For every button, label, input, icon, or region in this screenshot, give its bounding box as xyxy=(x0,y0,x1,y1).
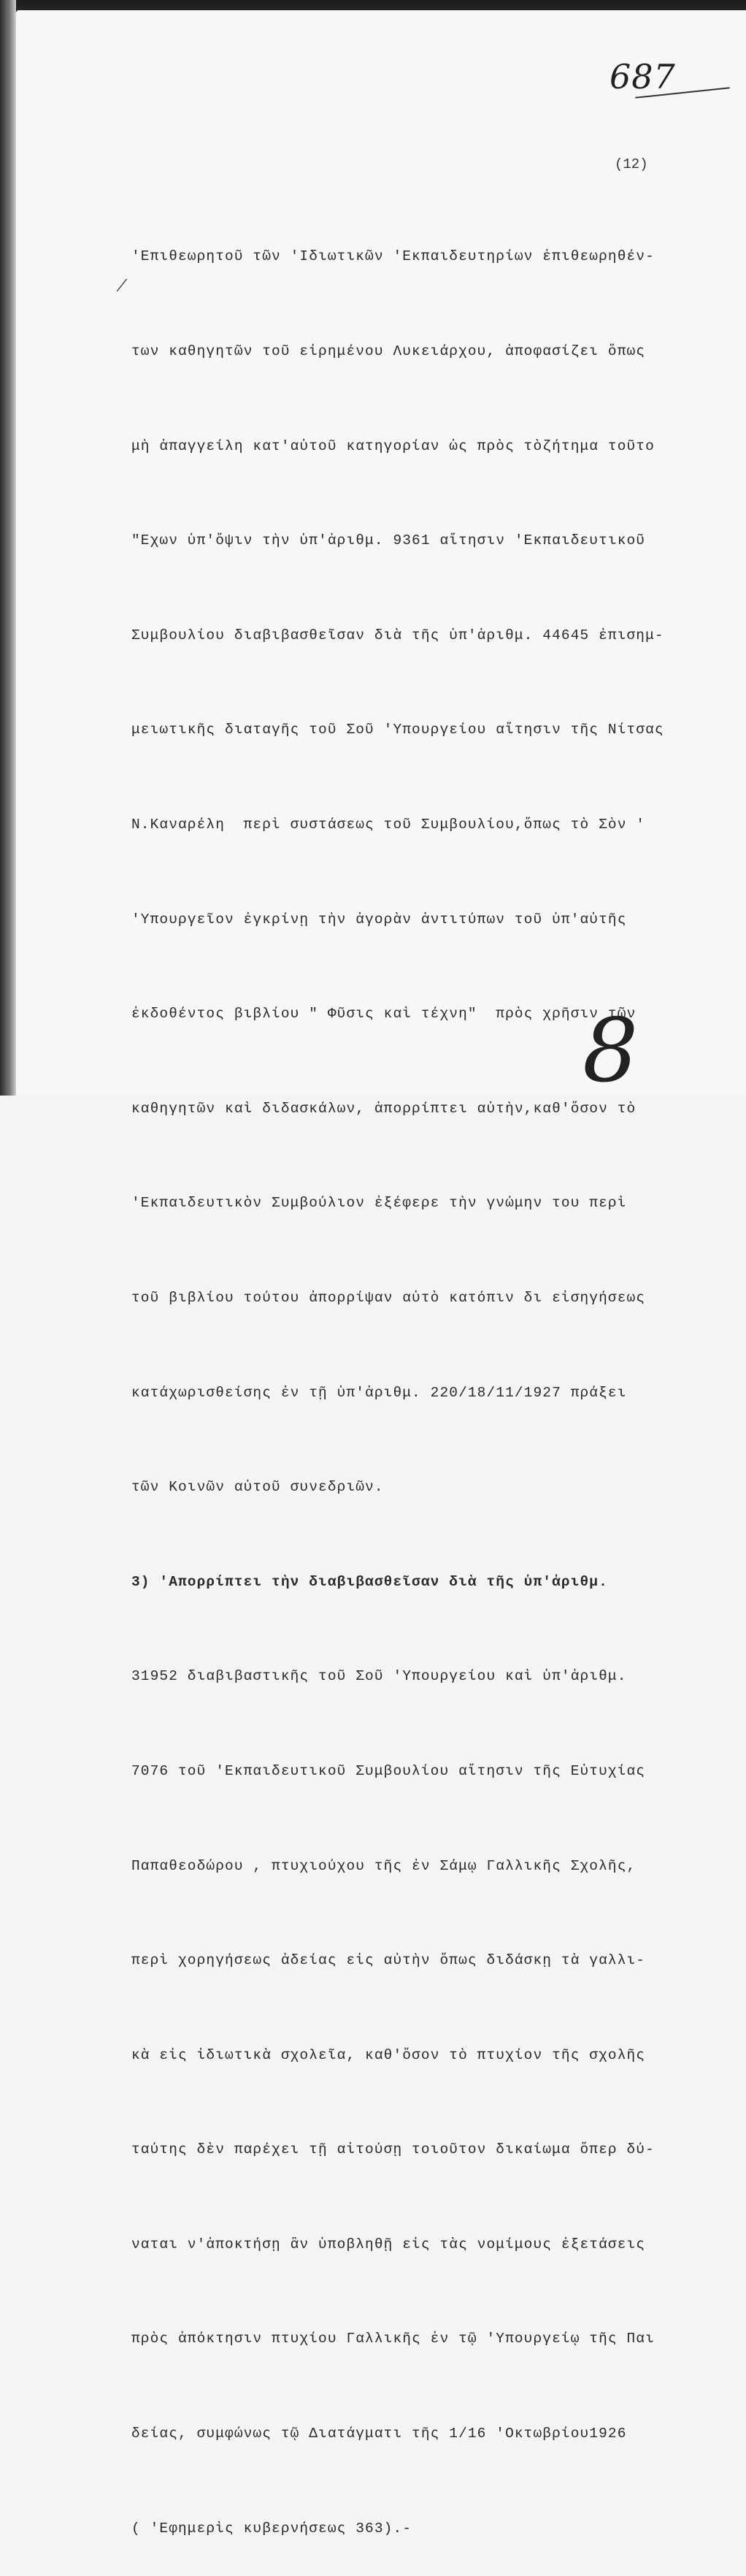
text-line: μειωτικῆς διαταγῆς τοῦ Σοῦ 'Υπουργείου αἴτησιν τῆς Νίτσας xyxy=(131,722,664,738)
text-line: δείας, συμφώνως τῷ Διατάγματι τῆς 1/16 'Οκτωβρίου1926 xyxy=(131,2426,627,2442)
text-line: ταύτης δὲν παρέχει τῇ αἰτούσῃ τοιοῦτον δικαίωμα ὅπερ δύ- xyxy=(131,2141,655,2158)
text-line: μὴ ἀπαγγείλη κατ'αὐτοῦ κατηγορίαν ὡς πρὸς τὸζήτημα τοῦτο xyxy=(131,437,655,454)
text-line: κατάχωρισθείσης ἐν τῇ ὑπ'ἀριθμ. 220/18/11/1927 πράξει xyxy=(131,1384,627,1401)
text-line: Ν.Καναρέλη περὶ συστάσεως τοῦ Συμβουλίου,ὅπως τὸ Σὸν ' xyxy=(131,816,646,833)
text-line: των καθηγητῶν τοῦ εἰρημένου Λυκειάρχου, ἀποφασίζει ὅπως xyxy=(131,343,646,359)
scan-left-border xyxy=(0,0,16,1096)
document-body xyxy=(131,178,715,2576)
text-line: 'Επιθεωρητοῦ τῶν 'Ιδιωτικῶν 'Εκπαιδευτηρίων ἐπιθεωρηθέν- xyxy=(131,248,655,265)
margin-annotation-icon: ⁄ xyxy=(120,278,123,296)
page-number: (12) xyxy=(615,156,648,172)
handwritten-page-stamp: 687 xyxy=(610,57,676,96)
text-line: καθηγητῶν καὶ διδασκάλων, ἀπορρίπτει αὐτὴν,καθ'ὅσον τὸ xyxy=(131,1100,637,1117)
text-line: "Εχων ὑπ'ὄψιν τὴν ὑπ'ἀριθμ. 9361 αἴτησιν 'Εκπαιδευτικοῦ xyxy=(131,532,646,549)
text-line: τῶν Κοινῶν αὐτοῦ συνεδριῶν. xyxy=(131,1479,384,1496)
text-line: κὰ εἰς ἰδιωτικὰ σχολεῖα, καθ'ὅσον τὸ πτυχίον τῆς σχολῆς xyxy=(131,2046,646,2063)
text-line: ( 'Εφημερὶς κυβερνήσεως 363).- xyxy=(131,2520,412,2537)
text-line: τοῦ βιβλίου τούτου ἀπορρίψαν αὐτὸ κατόπιν δι εἰσηγήσεως xyxy=(131,1289,646,1306)
text-line: πρὸς ἀπόκτησιν πτυχίου Γαλλικῆς ἐν τῷ 'Υπουργείῳ τῆς Παι xyxy=(131,2331,655,2347)
text-line: ναται ν'ἀποκτήσῃ ἂν ὑποβληθῇ εἰς τὰς νομίμους ἐξετάσεις xyxy=(131,2236,646,2252)
text-line: Συμβουλίου διαβιβασθεῖσαν διὰ τῆς ὑπ'ἀριθμ. 44645 ἐπισημ- xyxy=(131,627,664,643)
text-line: περὶ χορηγήσεως ἀδείας εἰς αὐτὴν ὅπως διδάσκῃ τὰ γαλλι- xyxy=(131,1952,646,1969)
text-line: ἐκδοθέντος βιβλίου " Φῦσις καὶ τέχνη" πρὸς χρῆσιν τῶν xyxy=(131,1006,637,1023)
text-line: 7076 τοῦ 'Εκπαιδευτικοῦ Συμβουλίου αἴτησιν τῆς Εὐτυχίας xyxy=(131,1762,646,1779)
text-line: 3) 'Απορρίπτει τὴν διαβιβασθεῖσαν διὰ τῆς ὑπ'ἀριθμ. xyxy=(131,1573,608,1590)
text-line: 'Υπουργεῖον ἐγκρίνῃ τὴν ἀγορὰν ἀντιτύπων τοῦ ὑπ'αὐτῆς xyxy=(131,911,627,928)
text-line: Παπαθεοδώρου , πτυχιούχου τῆς ἐν Σάμῳ Γαλλικῆς Σχολῆς, xyxy=(131,1857,637,1874)
handwritten-mark: 8 xyxy=(582,1001,639,1102)
text-line: 'Εκπαιδευτικὸν Συμβούλιον ἐξέφερε τὴν γνώμην του περὶ xyxy=(131,1195,627,1212)
text-line: 31952 διαβιβαστικῆς τοῦ Σοῦ 'Υπουργείου καὶ ὑπ'ἀριθμ. xyxy=(131,1668,627,1685)
